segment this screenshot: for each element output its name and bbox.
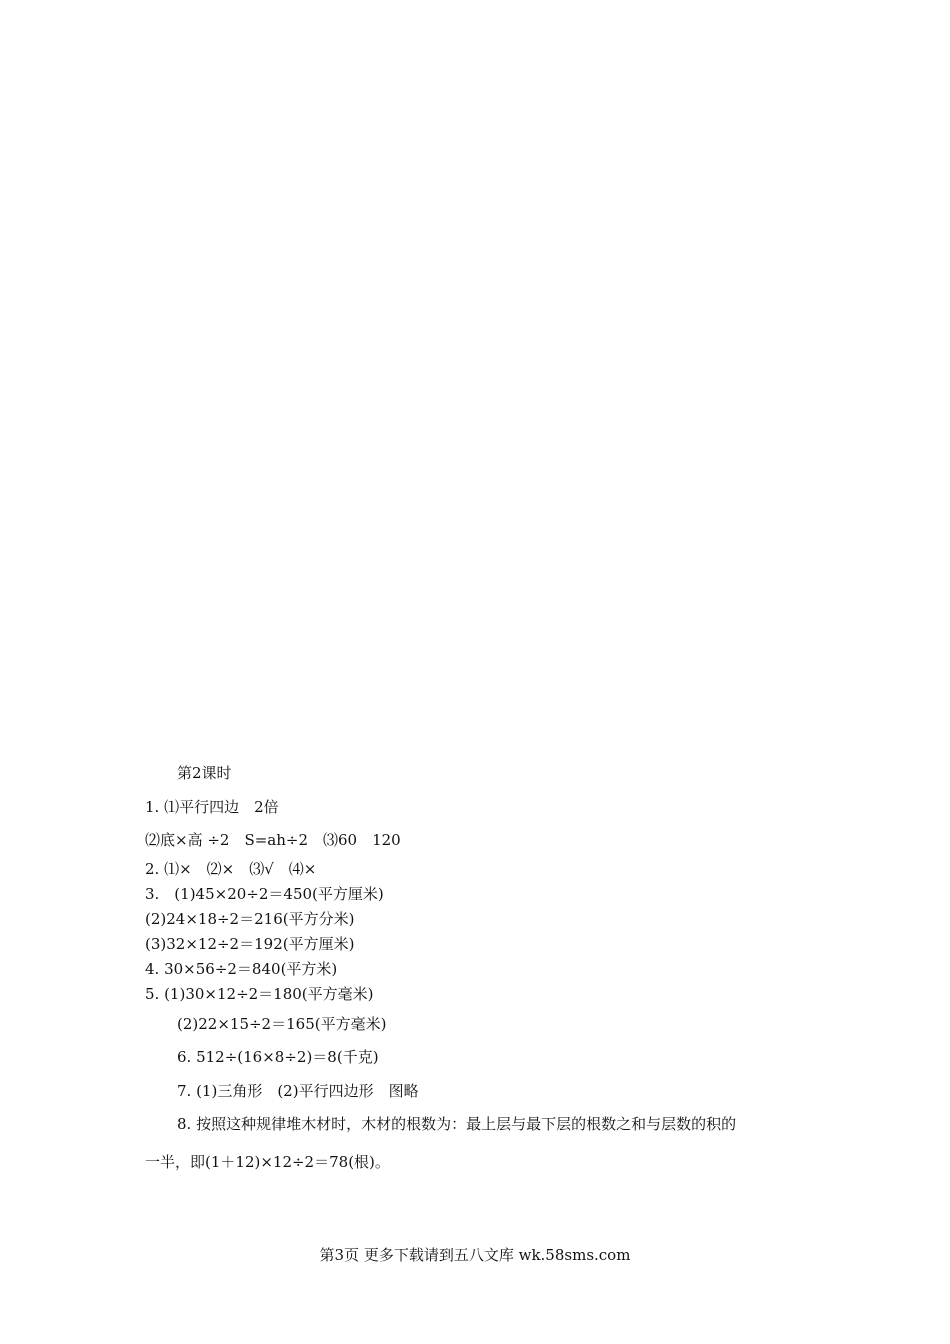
page-footer: 第3页 更多下载请到五八文库 wk.58sms.com (319, 1246, 631, 1264)
answer-8-line-1: 8. 按照这种规律堆木材时，木材的根数为：最上层与最下层的根数之和与层数的积的 (177, 1115, 737, 1133)
answer-5-line-2: (2)22×15÷2＝165(平方毫米) (177, 1015, 387, 1033)
answer-6: 6. 512÷(16×8÷2)＝8(千克) (177, 1048, 379, 1066)
answer-4: 4. 30×56÷2＝840(平方米) (145, 960, 338, 978)
answer-2: 2. ⑴× ⑵× ⑶√ ⑷× (145, 860, 317, 878)
answer-5-line-1: 5. (1)30×12÷2＝180(平方毫米) (145, 985, 374, 1003)
answer-3-line-3: (3)32×12÷2＝192(平方厘米) (145, 935, 355, 953)
answer-3-line-2: (2)24×18÷2＝216(平方分米) (145, 910, 355, 928)
answer-8-line-2: 一半，即(1＋12)×12÷2＝78(根)。 (145, 1153, 390, 1171)
answer-1-line-2: ⑵底×高 ÷2 S=ah÷2 ⑶60 120 (145, 831, 401, 849)
answer-1-line-1: 1. ⑴平行四边 2倍 (145, 798, 279, 816)
section-title: 第2课时 (177, 764, 232, 782)
answer-3-line-1: 3. (1)45×20÷2＝450(平方厘米) (145, 885, 384, 903)
answer-7: 7. (1)三角形 (2)平行四边形 图略 (177, 1082, 419, 1100)
